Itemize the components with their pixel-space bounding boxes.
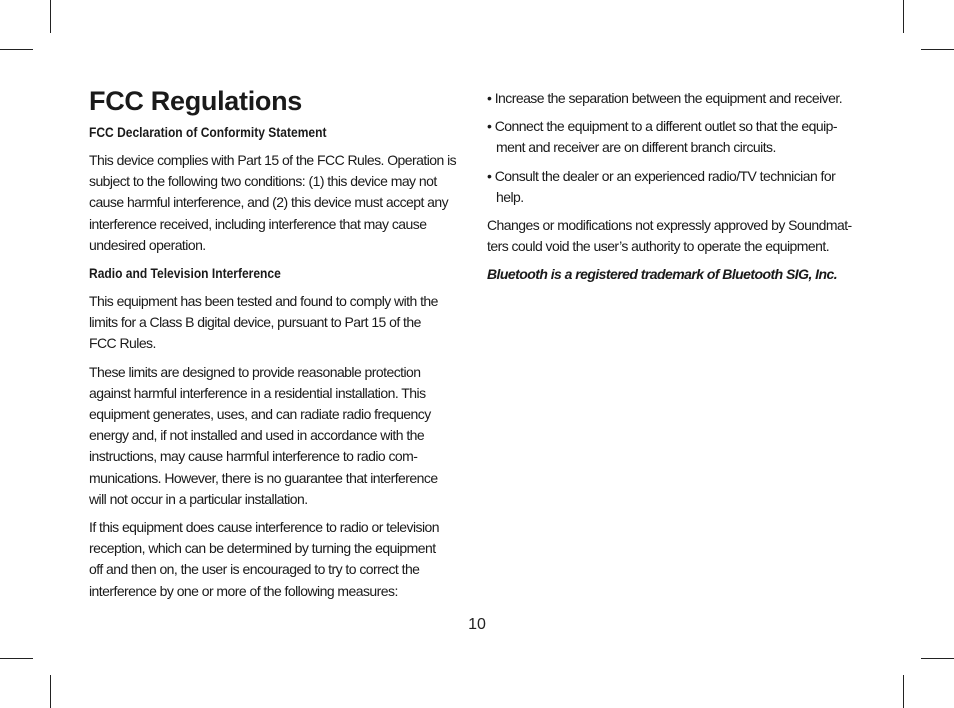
trademark-notice: Bluetooth is a registered trademark of Bluetooth SIG, Inc. (487, 266, 838, 283)
paragraph-compliance: This device complies with Part 15 of the FCC Rules. Operation is subject to the following two conditions: (1) this device may not cause harmful interference, and (2) this device must accept any interference received, including interference that may cause undesired operation. (89, 152, 457, 253)
section-heading-fcc-declaration: FCC Declaration of Conformity Statement (89, 124, 327, 140)
crop-mark (50, 675, 51, 708)
list-item: • Increase the separation between the equipment and receiver. (487, 90, 843, 106)
crop-mark (903, 0, 904, 33)
crop-mark (921, 49, 954, 50)
crop-mark (903, 675, 904, 708)
section-heading-radio-tv-interference: Radio and Television Interference (89, 265, 281, 282)
right-column (487, 88, 857, 285)
crop-mark (921, 658, 954, 659)
page-number: 10 (468, 616, 486, 633)
paragraph-class-b: This equipment has been tested and found to comply with the limits for a Class B digital device, pursuant to Part 15 of the FCC Rules. (89, 293, 438, 352)
paragraph-measures-intro: If this equipment does cause interference to radio or television reception, which can be determined by turning the equipment off and then on, the user is encouraged to try to correct the interference by one or more of the following measures: (89, 519, 440, 599)
crop-mark (0, 658, 33, 659)
paragraph-modifications: Changes or modifications not expressly approved by Soundmat- ters could void the user’s authority to operate the equipment. (487, 217, 852, 255)
crop-mark (50, 0, 51, 33)
left-column (89, 86, 459, 609)
crop-mark (0, 49, 33, 50)
list-item: • Connect the equipment to a different outlet so that the equip- ment and receiver are on different branch circuits. (487, 118, 838, 156)
paragraph-limits: These limits are designed to provide reasonable protection against harmful interference in a residential installation. This equipment generates, uses, and can radiate radio frequency energy and, if not installed and used in accordance with the instructions, may cause harmful interference to radio com- munications. However, there is no guarantee that interference will not occur in a particular installation. (89, 363, 438, 507)
page-title: FCC Regulations (89, 86, 303, 116)
list-item: • Consult the dealer or an experienced radio/TV technician for help. (487, 167, 836, 205)
